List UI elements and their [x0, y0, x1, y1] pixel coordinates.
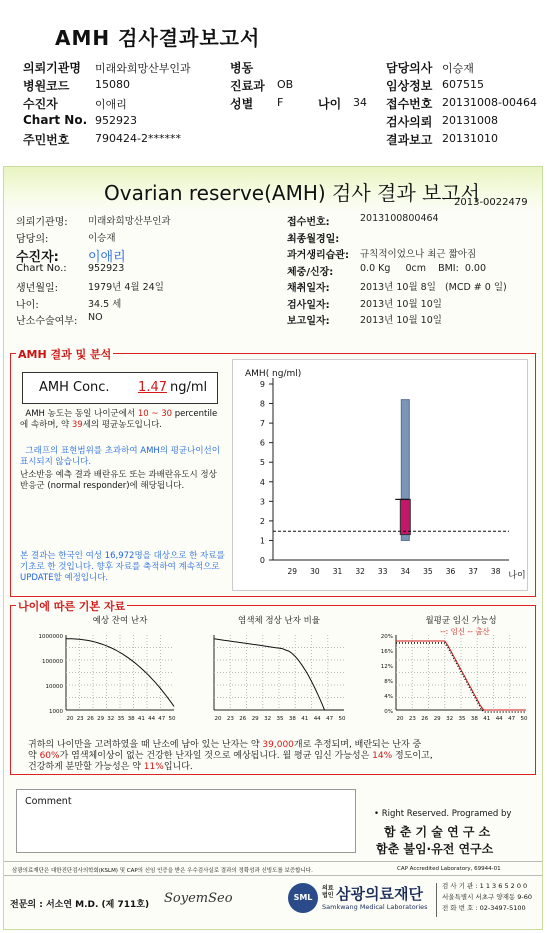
- header-value: 34: [353, 96, 367, 109]
- y-tick-label: 8: [259, 399, 265, 409]
- mini-x-tick: 29: [97, 716, 105, 722]
- x-tick-label: 31: [332, 567, 343, 576]
- mini-y-tick: 1000: [49, 709, 63, 715]
- x-tick-label: 37: [468, 567, 478, 576]
- mini-x-tick: 35: [458, 716, 466, 722]
- amh-chart-panel: [232, 359, 528, 591]
- percentile-range: 10 ~ 30: [137, 409, 173, 419]
- report-title: AMH 검사결과보고서: [55, 26, 261, 50]
- info-value: 952923: [88, 262, 125, 274]
- header-key: 검사의뢰: [386, 115, 433, 129]
- x-tick-label: 30: [310, 567, 320, 576]
- info-value: 이애리: [88, 250, 126, 265]
- y-tick-label: 1: [259, 536, 265, 546]
- text-part: 귀하의 나이만을 고려하였을 때 난소에 남아 있는 난자는 약: [28, 740, 260, 750]
- mini-x-tick: 50: [168, 716, 176, 722]
- mini-x-tick: 44: [148, 716, 156, 722]
- mini-y-tick: 16%: [380, 649, 393, 655]
- y-tick-label: 2: [259, 516, 265, 526]
- mini-x-tick: 23: [226, 716, 234, 722]
- percentile-box: [400, 499, 410, 534]
- remaining-count: 39,000: [262, 740, 294, 750]
- y-tick-label: 3: [259, 497, 265, 507]
- header-value: 15080: [95, 78, 130, 91]
- info-key: 과거생리습관:: [287, 250, 349, 261]
- text-part: 약: [28, 751, 37, 761]
- header-key: 성별: [230, 97, 254, 111]
- y-tick-label: 7: [259, 419, 265, 429]
- text-part: 건강하게 분만할 가능성은 약: [28, 762, 141, 772]
- amh-form: [3, 166, 543, 930]
- header-value: 952923: [95, 114, 137, 127]
- amh-conc-label: AMH Conc.: [39, 380, 110, 395]
- info-key: 난소수술여부:: [16, 316, 78, 327]
- mini-x-tick: 41: [137, 716, 145, 722]
- info-key: 접수번호:: [287, 217, 330, 228]
- x-tick-label: 38: [490, 567, 501, 576]
- y-tick-label: 4: [259, 477, 265, 487]
- range-note: [20, 446, 225, 468]
- header-value: 20131010: [442, 132, 498, 145]
- mini-chart-title: 예상 잔여 난자: [92, 616, 148, 626]
- mini-x-tick: 26: [86, 716, 94, 722]
- info-key: 나이:: [16, 299, 39, 311]
- doctor-signature: SoyemSeo: [164, 891, 233, 906]
- amh-conc-box: [22, 372, 218, 404]
- amh-conc-unit: ng/ml: [170, 380, 208, 395]
- header-key: 병동: [230, 61, 254, 75]
- mini-chart-title: 염색체 정상 난자 비율: [237, 616, 321, 626]
- form-number: 2013-0022479: [454, 197, 528, 208]
- header-value: 20131008: [442, 114, 498, 127]
- x-tick-label: 32: [355, 567, 365, 576]
- info-value: 1979년 4월 24일: [88, 282, 164, 293]
- text-part: 개로 추정되며, 배란되는 난자 중: [293, 740, 422, 750]
- header-value: 이애리: [95, 98, 127, 111]
- normal-ratio: 60%: [39, 751, 60, 761]
- doctor-name: 전문의 : 서소연 M.D. (제 711호): [10, 900, 150, 910]
- mini-x-tick: 47: [158, 716, 166, 722]
- info-key: 생년월일:: [16, 283, 59, 294]
- mini-x-tick: 38: [288, 716, 296, 722]
- mini-x-tick: 23: [408, 716, 416, 722]
- mini-x-tick: 32: [107, 716, 115, 722]
- y-tick-label: 0: [259, 556, 265, 565]
- mini-x-tick: 44: [495, 716, 503, 722]
- mini-y-tick: 20%: [380, 634, 393, 640]
- info-value: 미래와희망산부인과: [88, 216, 171, 227]
- text-part: 정도이고,: [395, 751, 433, 761]
- mini-x-tick: 50: [520, 716, 528, 722]
- header-key: 담당의사: [386, 61, 433, 75]
- x-tick-label: 29: [287, 567, 298, 576]
- comment-label: Comment: [25, 796, 72, 807]
- mini-y-tick: 0%: [384, 709, 393, 715]
- header-key: 접수번호: [386, 97, 433, 111]
- remaining-eggs-chart: [18, 613, 178, 728]
- mini-x-tick: 41: [483, 716, 491, 722]
- header-value: OB: [277, 78, 294, 91]
- header-key: 병원코드: [23, 79, 70, 93]
- mini-x-tick: 32: [264, 716, 272, 722]
- info-value: 규칙적이었으나 최근 짧아짐: [360, 249, 477, 260]
- sml-logo-icon: SML: [288, 883, 318, 913]
- mini-y-tick: 10000: [45, 684, 63, 690]
- info-key: 최종월경일:: [287, 233, 340, 245]
- mini-x-tick: 35: [117, 716, 125, 722]
- address-line: 전 화 번 호 : 02-3497-5100: [442, 904, 526, 912]
- basic-section-title: 나이에 따른 기본 자료: [18, 600, 126, 613]
- form-title: Ovarian reserve(AMH) 검사 결과 보고서: [104, 181, 480, 205]
- mini-x-tick: 47: [326, 716, 334, 722]
- mini-x-tick: 47: [508, 716, 516, 722]
- org-address: [442, 881, 532, 914]
- mini-chart-title: 월평균 임신 가능성: [425, 616, 497, 626]
- mini-curve: [396, 641, 526, 710]
- mini-y-tick: 12%: [380, 664, 393, 670]
- text-part: 세의 평균농도입니다.: [82, 420, 163, 430]
- mini-x-tick: 20: [214, 716, 222, 722]
- pregnancy-chart: [368, 613, 533, 728]
- mini-x-tick: 26: [421, 716, 429, 722]
- rights-lab2: 함춘 불임·유전 연구소: [376, 842, 494, 856]
- mini-x-tick: 29: [251, 716, 259, 722]
- average-age: 39: [71, 420, 83, 430]
- x-tick-label: 33: [377, 567, 388, 576]
- org-name: 삼광의료재단: [336, 885, 423, 903]
- rights-lab: 함 춘 기 술 연 구 소: [384, 825, 491, 839]
- header-key: Chart No.: [23, 113, 88, 127]
- y-tick-label: 6: [259, 438, 265, 448]
- info-key: Chart No.:: [16, 262, 67, 274]
- analysis-section-title: AMH 결과 및 분석: [18, 348, 112, 361]
- info-value: 2013년 10월 8일 (MCD # 0 일): [360, 282, 507, 293]
- y-tick-label: 9: [259, 380, 265, 389]
- header-key: 진료과: [230, 79, 265, 93]
- x-axis-label: 나이: [508, 571, 526, 581]
- address-line: 서울특별시 서초구 양재동 9-60: [442, 893, 533, 901]
- mini-x-tick: 38: [470, 716, 478, 722]
- pregnancy-rate: 14%: [372, 751, 393, 761]
- mini-x-tick: 20: [396, 716, 404, 722]
- info-value: 34.5 세: [88, 298, 122, 310]
- data-note: 본 결과는 한국인 여성 16,972명을 대상으로 한 자료를 기초로 한 것입니다. 향후 자료를 축적하여 계속적으로 UPDATE할 예정입니다.: [20, 551, 225, 583]
- header-key: 임상정보: [386, 79, 433, 93]
- address-line: 검 사 기 관 : 1 1 3 6 5 2 0 0: [442, 882, 528, 890]
- mini-x-tick: 29: [433, 716, 441, 722]
- header-key: 주민번호: [23, 133, 70, 147]
- org-small: 의료법인: [322, 885, 334, 899]
- info-value: 0.0 Kg 0cm BMI: 0.00: [360, 262, 486, 274]
- info-value: 2013년 10월 10일: [360, 315, 442, 326]
- footer-cert: 삼광의료재단은 대한진단검사의학회(KSLM) 및 CAP의 신임 인증을 받은 우수검사실로 결과의 정확성과 신빙도를 보증합니다.: [12, 868, 313, 874]
- mini-y-tick: 4%: [384, 694, 393, 700]
- mini-x-tick: 35: [276, 716, 284, 722]
- mini-y-tick: 100000: [42, 659, 63, 665]
- header-value: 미래와희망산부인과: [95, 62, 191, 75]
- info-key: 수진자:: [16, 250, 59, 265]
- info-key: 검사일자:: [287, 299, 330, 311]
- header-value: 이승재: [442, 62, 474, 75]
- rights-line: • Right Reserved. Programed by: [374, 809, 512, 819]
- info-key: 담당의:: [16, 233, 49, 245]
- mini-x-tick: 26: [239, 716, 247, 722]
- info-value: 2013100800464: [360, 213, 439, 224]
- info-key: 체중/신장:: [287, 266, 334, 278]
- chart-title: AMH( ng/ml): [245, 369, 302, 379]
- mini-x-tick: 20: [66, 716, 74, 722]
- x-tick-label: 36: [445, 567, 456, 576]
- basic-summary: [28, 740, 528, 773]
- mini-x-tick: 38: [127, 716, 135, 722]
- header-value: 790424-2******: [95, 132, 181, 145]
- mini-legend: --: 임신 -- 출산: [440, 627, 490, 636]
- text-part: AMH 농도는 동일 나이군에서: [25, 409, 136, 419]
- comment-box: [16, 789, 356, 853]
- range-note-text: 그래프의 표현범위를 초과하여 AMH의 평균나이선이 표시되지 않습니다.: [20, 446, 220, 467]
- mini-x-tick: 41: [301, 716, 309, 722]
- header-key: 의뢰기관명: [23, 61, 81, 75]
- mini-x-tick: 44: [313, 716, 321, 722]
- info-key: 의뢰기관명:: [16, 217, 68, 228]
- text-part: 입니다.: [163, 762, 193, 772]
- header-value: 607515: [442, 78, 484, 91]
- mini-y-tick: 8%: [384, 679, 393, 685]
- header-key: 수진자: [23, 97, 58, 111]
- mini-y-tick: 1000000: [38, 634, 63, 640]
- header-value: 20131008-00464: [442, 96, 537, 109]
- response-text: 난소반응 예측 결과 배란유도 또는 과배란유도시 정상반응군 (normal responder)에 해당됩니다.: [20, 470, 217, 491]
- birth-rate: 11%: [143, 762, 164, 772]
- amh-conc-value: 1.47: [138, 380, 167, 395]
- mini-x-tick: 50: [338, 716, 346, 722]
- mini-x-tick: 32: [446, 716, 454, 722]
- x-tick-label: 35: [423, 567, 433, 576]
- text-part: 가 염색체이상이 없는 건강한 난자일 것으로 예상됩니다. 월 평균 임신 가능성은: [59, 751, 370, 761]
- header-key: 나이: [318, 97, 342, 111]
- mini-x-tick: 23: [76, 716, 84, 722]
- normal-eggs-chart: [194, 613, 354, 728]
- y-tick-label: 5: [259, 458, 265, 468]
- info-value: 이승재: [88, 232, 116, 244]
- footer-cap: CAP Accredited Laboratory, 69944-01: [397, 866, 501, 872]
- header-value: F: [277, 96, 284, 109]
- info-value: NO: [88, 312, 103, 323]
- amh-percentile-text: [20, 409, 225, 431]
- x-tick-label: 34: [400, 567, 411, 576]
- info-key: 보고일자:: [287, 316, 330, 327]
- text-part: percentile에 속하며, 약: [20, 409, 218, 430]
- info-value: 2013년 10월 10일: [360, 298, 442, 310]
- org-en: Samkwang Medical Laboratories: [322, 903, 428, 911]
- info-key: 채취일자:: [287, 283, 330, 294]
- amh-age-chart: [233, 360, 529, 592]
- header-key: 결과보고: [386, 133, 433, 147]
